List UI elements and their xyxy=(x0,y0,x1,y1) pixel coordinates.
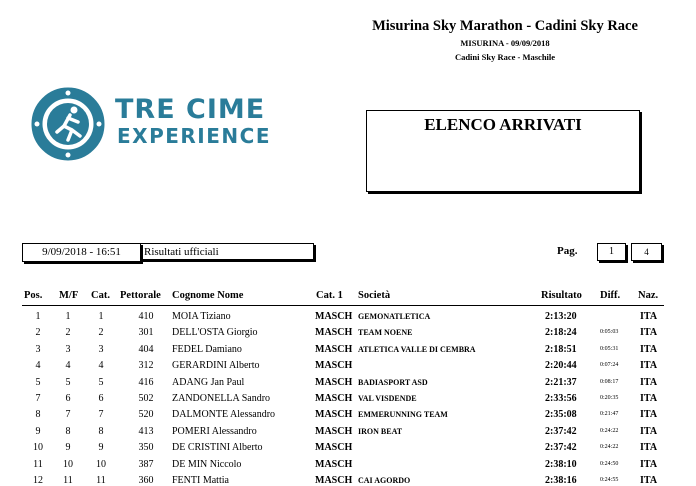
cell-result: 2:18:24 xyxy=(545,327,577,339)
cell-pos: 4 xyxy=(35,360,41,372)
cell-cat: 11 xyxy=(96,475,106,486)
cell-pos: 11 xyxy=(33,458,43,470)
cell-bib: 413 xyxy=(138,425,154,437)
col-header-cat1: Cat. 1 xyxy=(316,290,343,301)
cell-bib: 387 xyxy=(138,458,154,470)
cell-society: BADIASPORT ASD xyxy=(358,377,428,387)
cell-pos: 10 xyxy=(33,442,43,454)
cell-name: DALMONTE Alessandro xyxy=(172,409,276,421)
logo-text-experience: EXPERIENCE xyxy=(117,124,271,148)
cell-cat1: MASCH xyxy=(315,393,353,404)
cell-result: 2:38:16 xyxy=(545,475,577,486)
cell-cat1: MASCH xyxy=(315,442,353,454)
cell-name: ZANDONELLA Sandro xyxy=(172,393,271,404)
cell-result: 2:13:20 xyxy=(545,311,577,322)
page-current: 1 xyxy=(597,243,626,261)
cell-diff: 0:24:22 xyxy=(600,444,619,451)
event-category: Cadini Sky Race - Maschile xyxy=(454,52,556,62)
page-total: 4 xyxy=(631,243,662,261)
cell-naz: ITA xyxy=(640,409,658,421)
runner-badge-icon xyxy=(30,86,110,166)
cell-name: POMERI Alessandro xyxy=(172,425,257,437)
col-header-result: Risultato xyxy=(541,290,582,301)
col-header-mf: M/F xyxy=(59,290,79,301)
cell-cat1: MASCH xyxy=(315,458,353,470)
cell-naz: ITA xyxy=(640,442,658,454)
cell-cat1: MASCH xyxy=(315,425,353,437)
cell-bib: 404 xyxy=(138,343,154,355)
col-header-pos: Pos. xyxy=(24,290,43,301)
print-datetime: 9/09/2018 - 16:51 xyxy=(22,243,141,262)
cell-bib: 301 xyxy=(138,327,154,339)
cell-bib: 520 xyxy=(138,409,154,421)
cell-cat: 6 xyxy=(98,393,104,404)
cell-result: 2:18:51 xyxy=(545,343,577,355)
cell-result: 2:35:08 xyxy=(545,409,577,421)
cell-naz: ITA xyxy=(640,458,658,470)
cell-bib: 502 xyxy=(138,393,154,404)
cell-result: 2:20:44 xyxy=(545,360,577,372)
cell-cat1: MASCH xyxy=(315,343,353,355)
cell-naz: ITA xyxy=(640,425,658,437)
cell-name: ADANG Jan Paul xyxy=(172,376,245,388)
cell-diff: 0:05:31 xyxy=(600,345,619,352)
cell-diff: 0:24:55 xyxy=(600,477,619,483)
cell-naz: ITA xyxy=(640,327,658,339)
cell-naz: ITA xyxy=(640,475,658,486)
cell-naz: ITA xyxy=(640,343,658,355)
page-label: Pag. xyxy=(557,245,578,257)
cell-mf: 6 xyxy=(65,393,71,404)
report-title-box xyxy=(366,110,640,192)
cell-cat1: MASCH xyxy=(315,360,353,372)
cell-cat: 2 xyxy=(98,327,104,339)
cell-name: DE MIN Niccolo xyxy=(172,458,242,470)
results-status: Risultati ufficiali xyxy=(140,243,314,260)
cell-cat1: MASCH xyxy=(315,376,353,388)
cell-name: FEDEL Damiano xyxy=(172,343,242,355)
col-header-bib: Pettorale xyxy=(120,290,161,301)
cell-cat1: MASCH xyxy=(315,327,353,339)
cell-pos: 7 xyxy=(35,393,41,404)
cell-diff: 0:07:24 xyxy=(600,362,619,369)
cell-name: MOIA Tiziano xyxy=(172,311,231,322)
cell-cat: 5 xyxy=(98,376,104,388)
cell-diff: 0:24:22 xyxy=(600,427,619,434)
cell-mf: 1 xyxy=(65,311,71,322)
header-divider xyxy=(22,305,664,306)
col-header-naz: Naz. xyxy=(638,290,659,301)
cell-pos: 3 xyxy=(35,343,41,355)
cell-result: 2:37:42 xyxy=(545,442,577,454)
cell-name: DELL'OSTA Giorgio xyxy=(172,327,258,339)
cell-pos: 1 xyxy=(35,311,41,322)
cell-cat: 9 xyxy=(98,442,104,454)
cell-mf: 2 xyxy=(65,327,71,339)
cell-mf: 5 xyxy=(65,376,71,388)
cell-mf: 8 xyxy=(65,425,71,437)
cell-name: GERARDINI Alberto xyxy=(172,360,260,372)
cell-society: EMMERUNNING TEAM xyxy=(358,410,448,420)
cell-cat: 3 xyxy=(98,343,104,355)
cell-bib: 360 xyxy=(138,475,154,486)
col-header-name: Cognome Nome xyxy=(172,290,244,301)
cell-mf: 7 xyxy=(65,409,71,421)
col-header-diff: Diff. xyxy=(600,290,621,301)
cell-cat1: MASCH xyxy=(315,311,353,322)
cell-mf: 10 xyxy=(63,458,73,470)
cell-naz: ITA xyxy=(640,360,658,372)
cell-naz: ITA xyxy=(640,376,658,388)
cell-pos: 12 xyxy=(33,475,43,486)
event-title: Misurina Sky Marathon - Cadini Sky Race xyxy=(372,18,638,34)
cell-result: 2:33:56 xyxy=(545,393,577,404)
cell-cat: 7 xyxy=(98,409,104,421)
cell-society: TEAM NOENE xyxy=(358,328,413,338)
cell-bib: 410 xyxy=(138,311,154,322)
cell-diff: 0:08:17 xyxy=(600,378,619,385)
cell-society: ATLETICA VALLE DI CEMBRA xyxy=(358,344,476,354)
col-header-society: Società xyxy=(358,290,391,301)
cell-result: 2:21:37 xyxy=(545,376,577,388)
cell-mf: 4 xyxy=(65,360,71,372)
cell-diff: 0:21:47 xyxy=(600,411,619,418)
report-title: ELENCO ARRIVATI xyxy=(424,115,582,134)
cell-diff: 0:20:35 xyxy=(600,395,619,401)
cell-cat: 1 xyxy=(98,311,104,322)
cell-cat1: MASCH xyxy=(315,475,353,486)
cell-name: DE CRISTINI Alberto xyxy=(172,442,263,454)
cell-cat: 10 xyxy=(96,458,106,470)
cell-diff: 0:24:50 xyxy=(600,460,619,467)
cell-name: FENTI Mattia xyxy=(172,475,229,486)
cell-pos: 9 xyxy=(35,425,41,437)
cell-result: 2:38:10 xyxy=(545,458,577,470)
cell-society: CAI AGORDO xyxy=(358,476,411,485)
cell-cat: 4 xyxy=(98,360,104,372)
cell-diff: 0:05:03 xyxy=(600,329,619,336)
logo-text-tre-cime: TRE CIME xyxy=(115,94,266,125)
cell-bib: 350 xyxy=(138,442,154,454)
cell-society: IRON BEAT xyxy=(358,426,403,436)
cell-cat: 8 xyxy=(98,425,104,437)
cell-pos: 8 xyxy=(35,409,41,421)
cell-society: VAL VISDENDE xyxy=(358,394,417,403)
cell-naz: ITA xyxy=(640,393,658,404)
col-header-cat: Cat. xyxy=(91,290,110,301)
cell-society: GEMONATLETICA xyxy=(358,312,431,321)
cell-mf: 11 xyxy=(63,475,73,486)
cell-bib: 416 xyxy=(138,376,154,388)
cell-bib: 312 xyxy=(138,360,154,372)
cell-mf: 3 xyxy=(65,343,71,355)
cell-mf: 9 xyxy=(65,442,71,454)
cell-cat1: MASCH xyxy=(315,409,353,421)
cell-pos: 5 xyxy=(35,376,41,388)
event-location-date: MISURINA - 09/09/2018 xyxy=(460,38,550,48)
cell-result: 2:37:42 xyxy=(545,425,577,437)
tre-cime-logo xyxy=(30,86,280,166)
cell-pos: 2 xyxy=(35,327,41,339)
cell-naz: ITA xyxy=(640,311,658,322)
